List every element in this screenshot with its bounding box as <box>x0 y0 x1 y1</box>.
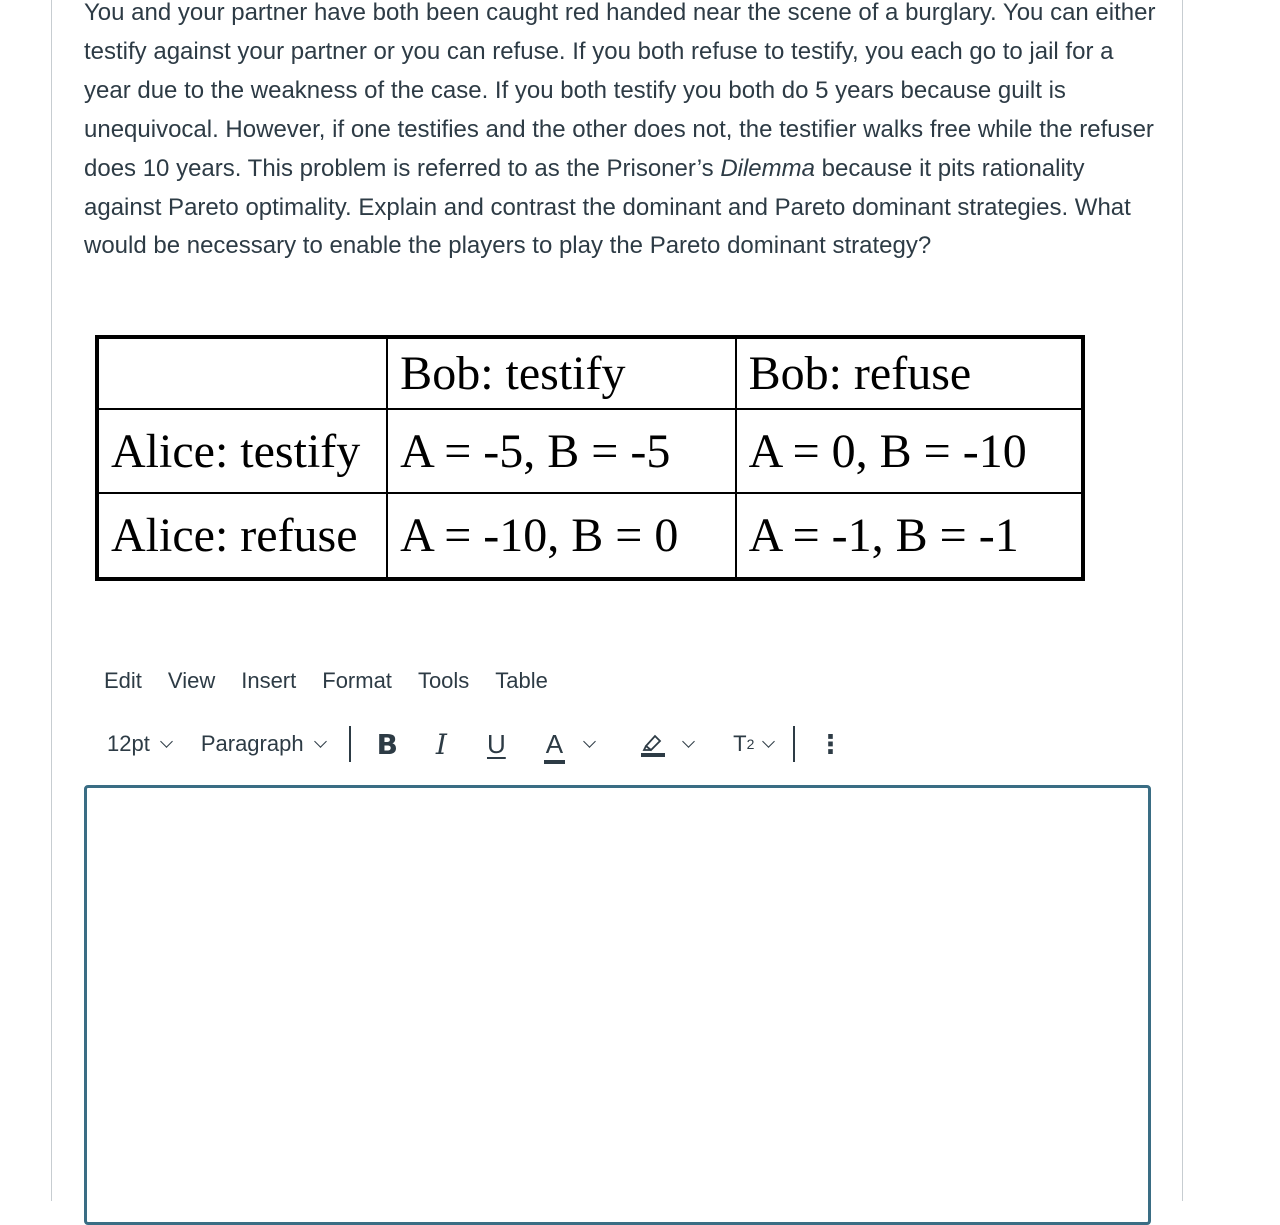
payoff-table <box>95 335 1085 581</box>
superscript-label: T <box>733 731 747 756</box>
menu-tools[interactable]: Tools <box>417 668 470 693</box>
question-body-part1: You and your partner have both been caught red handed near the scene of a burglary. You can either testify against your partner or you can refuse. If you both refuse to testify, you each go to jail for a year due to the weakness of the case. If you both testify you both do 5 years because guilt is unequivocal. However, if one testifies and the other does not, the testifier walks free while the refuser does 10 years. This problem is referred to as the Prisoner’s <box>84 0 1156 182</box>
menu-view[interactable]: View <box>167 668 216 693</box>
text-color-icon: A <box>546 729 563 760</box>
menu-edit[interactable]: Edit <box>104 668 142 693</box>
column-header-bob-refuse: Bob: refuse <box>736 337 1083 409</box>
chevron-down-icon <box>314 735 327 748</box>
table-header-row <box>97 337 1083 409</box>
toolbar-divider <box>793 726 795 762</box>
superscript-button[interactable] <box>733 731 773 757</box>
column-header-bob-testify: Bob: testify <box>387 337 735 409</box>
payoff-cell: A = -5, B = -5 <box>387 409 735 493</box>
question-italic-term: Dilemma <box>720 154 815 182</box>
highlight-color-button[interactable] <box>594 731 693 757</box>
chevron-down-icon <box>160 735 173 748</box>
menu-format[interactable]: Format <box>322 668 392 693</box>
row-header-alice-testify: Alice: testify <box>97 409 387 493</box>
question-body-part2: because it pits rationality against Pareto optimality. Explain and contrast the dominant and Pareto dominant strategies. What would be necessary to enable the players to play the Pareto dominant strategy? <box>84 154 1131 260</box>
italic-button[interactable]: I <box>435 727 447 761</box>
superscript-mark: 2 <box>746 736 755 752</box>
toolbar-divider <box>349 726 351 762</box>
text-color-button[interactable] <box>506 729 594 760</box>
highlighter-icon <box>640 731 664 757</box>
menu-insert[interactable]: Insert <box>241 668 297 693</box>
editor-menubar <box>104 668 574 698</box>
editor-toolbar <box>107 724 843 764</box>
chevron-down-icon[interactable] <box>762 735 775 748</box>
payoff-cell: A = -1, B = -1 <box>736 493 1083 579</box>
block-format-select[interactable] <box>201 731 325 757</box>
rich-text-editor-area[interactable] <box>84 785 1151 1225</box>
block-format-value: Paragraph <box>200 731 304 756</box>
table-row <box>97 493 1083 579</box>
payoff-cell: A = -10, B = 0 <box>387 493 735 579</box>
row-header-alice-refuse: Alice: refuse <box>97 493 387 579</box>
table-corner-cell <box>97 337 387 409</box>
table-row <box>97 409 1083 493</box>
font-size-value: 12pt <box>107 731 150 756</box>
font-size-select[interactable] <box>107 731 171 757</box>
chevron-down-icon[interactable] <box>682 735 695 748</box>
question-text <box>84 0 1159 266</box>
menu-table[interactable]: Table <box>495 668 548 693</box>
bold-button[interactable]: B <box>376 727 398 761</box>
more-options-button[interactable]: ⋮ <box>817 729 844 759</box>
payoff-cell: A = 0, B = -10 <box>736 409 1083 493</box>
underline-button[interactable]: U <box>486 728 506 759</box>
